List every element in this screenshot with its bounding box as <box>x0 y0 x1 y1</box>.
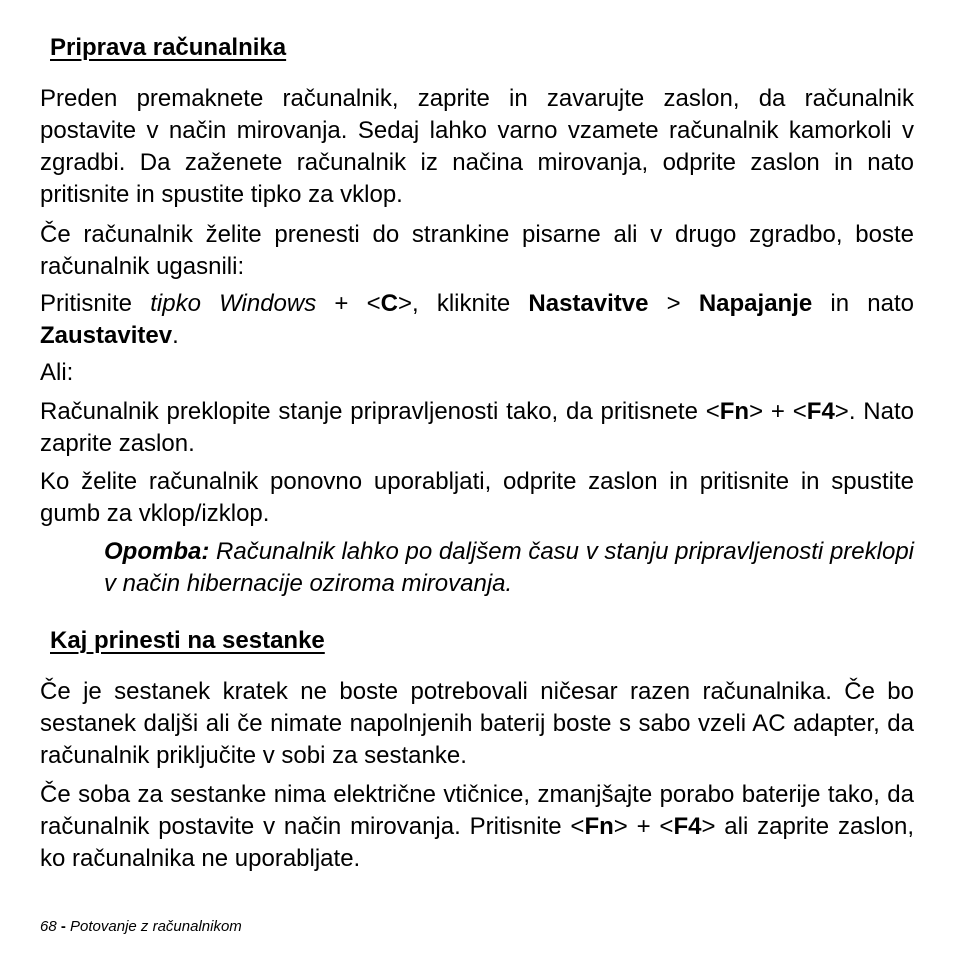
windows-key-term: tipko Windows <box>150 290 317 317</box>
section-heading-priprava: Priprava računalnika <box>50 34 287 61</box>
paragraph-move-to-other-building: Če računalnik želite prenesti do strankine pisarne ali v drugo zgradbo, boste računalnik ugasnili: <box>40 221 914 280</box>
footer-section-title: Potovanje z računalnikom <box>70 918 242 935</box>
power-term: Napajanje <box>698 290 813 317</box>
paragraph-prepare-intro: Preden premaknete računalnik, zaprite in zavarujte zaslon, da računalnik postavite v način mirovanja. Sedaj lahko varno vzamete računalnik kamorkoli v zgradbi. Da zaženete računalnik iz načina mirovanja, odprite zaslon in nato pritisnite in spustite tipko za vklop. <box>40 85 914 208</box>
paragraph-short-meeting: Če je sestanek kratek ne boste potrebovali ničesar razen računalnika. Če bo sestanek daljši ali če nimate napolnjenih baterij boste s sabo vzeli AC adapter, da računalnik priključite v sobi za sestanke. <box>40 678 914 769</box>
paragraph-resume-use: Ko želite računalnik ponovno uporabljati, odprite zaslon in pritisnite in spustite gumb za vklop/izklop. <box>40 468 914 527</box>
page-footer <box>40 918 242 935</box>
paragraph-or: Ali: <box>40 359 74 386</box>
settings-term: Nastavitve <box>528 290 649 317</box>
key-fn: Fn <box>719 398 750 425</box>
paragraph-shutdown-steps: Pritisnite tipko Windows + <C>, kliknite Nastavitve > Napajanje in nato Zaustavitev. <box>40 290 914 349</box>
section-heading-meetings: Kaj prinesti na sestanke <box>50 627 325 654</box>
key-fn: Fn <box>584 813 614 840</box>
note-hibernation: Opomba: Računalnik lahko po daljšem času v stanju pripravljenosti preklopi v način hibernacije oziroma mirovanja. <box>104 538 914 597</box>
footer-separator: - <box>60 918 66 935</box>
paragraph-no-outlet: Če soba za sestanke nima električne vtičnice, zmanjšajte porabo baterije tako, da računalnik postavite v način mirovanja. Pritisnite <Fn> + <F4> ali zaprite zaslon, ko računalnika ne uporabljate. <box>40 781 915 872</box>
paragraph-standby-steps: Računalnik preklopite stanje pripravljenosti tako, da pritisnete <Fn> + <F4>. Nato zaprite zaslon. <box>40 398 914 457</box>
key-c: C <box>380 290 398 317</box>
key-f4: F4 <box>806 398 835 425</box>
page-number: 68 <box>40 918 57 935</box>
key-f4: F4 <box>673 813 702 840</box>
note-label: Opomba: <box>104 538 210 565</box>
shutdown-term: Zaustavitev <box>40 322 173 349</box>
